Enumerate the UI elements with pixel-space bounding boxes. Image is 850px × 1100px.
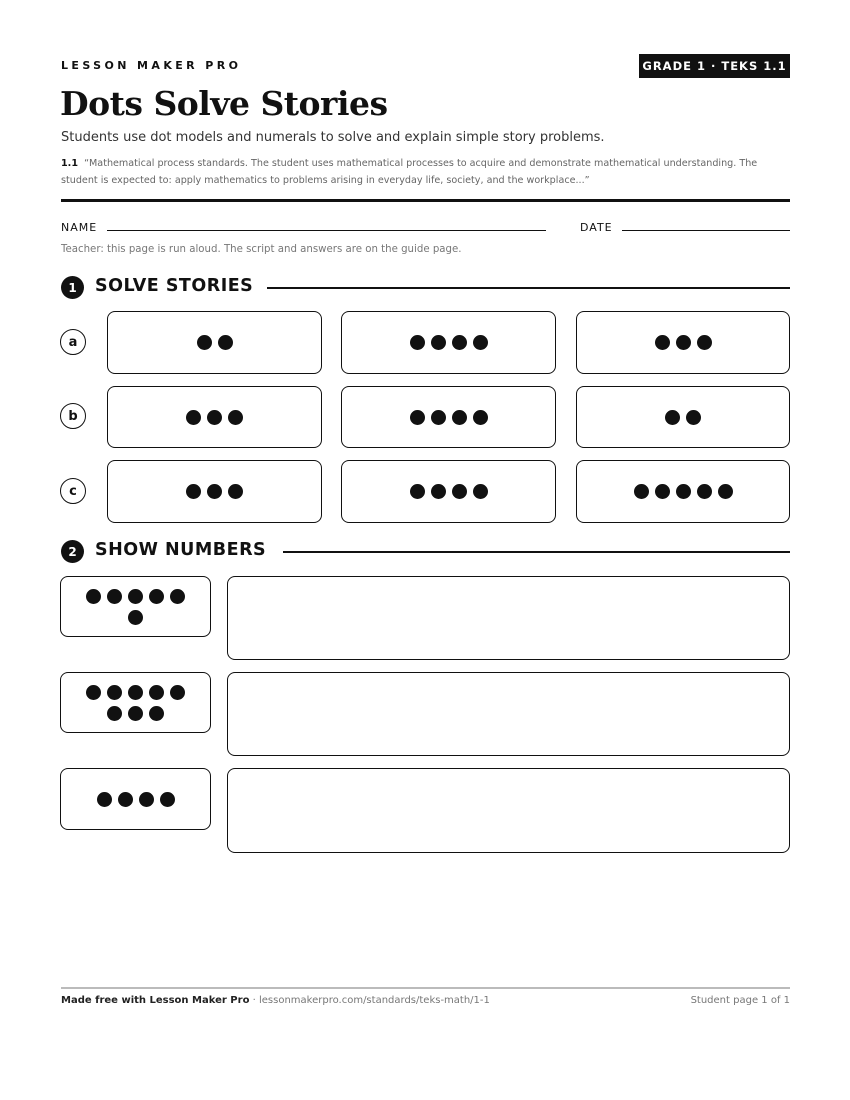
- dot: [676, 335, 691, 350]
- dot: [655, 484, 670, 499]
- dot: [410, 335, 425, 350]
- dot-group: [197, 335, 233, 350]
- story-box[interactable]: [576, 311, 790, 374]
- dot: [118, 792, 133, 807]
- dot: [207, 410, 222, 425]
- dot: [207, 484, 222, 499]
- dot: [170, 589, 185, 604]
- standard-description: [61, 155, 791, 189]
- dot-card: [60, 768, 211, 830]
- dot: [149, 589, 164, 604]
- brand-name: LESSON MAKER PRO: [61, 59, 242, 72]
- standard-code: 1.1: [61, 158, 78, 169]
- story-box[interactable]: [107, 460, 322, 523]
- story-box[interactable]: [341, 311, 556, 374]
- dot: [197, 335, 212, 350]
- dot-group: [186, 484, 243, 499]
- dot: [186, 410, 201, 425]
- name-field[interactable]: [107, 230, 546, 231]
- section-divider: [267, 287, 790, 289]
- section-number: 2: [61, 540, 84, 563]
- page-title: Dots Solve Stories: [60, 84, 388, 123]
- section-number: 1: [61, 276, 84, 299]
- story-box[interactable]: [341, 460, 556, 523]
- dot: [186, 484, 201, 499]
- dot-group: [410, 484, 488, 499]
- footer-url[interactable]: · lessonmakerpro.com/standards/teks-math/1-1: [249, 995, 490, 1006]
- dot: [410, 484, 425, 499]
- dot: [686, 410, 701, 425]
- standard-text: “Mathematical process standards. The student uses mathematical processes to acquire and demonstrate mathematical understanding. The student is expected to: apply mathematics to problems arising in everyday life, society, and the workplace...”: [61, 158, 758, 186]
- footer-divider: [61, 987, 790, 989]
- dot: [431, 335, 446, 350]
- dot: [676, 484, 691, 499]
- dot: [473, 484, 488, 499]
- footer-page-number: Student page 1 of 1: [690, 995, 790, 1006]
- section-heading-solve-stories: [61, 275, 790, 301]
- dot-group: [634, 484, 733, 499]
- dot: [128, 589, 143, 604]
- dot-card: [60, 576, 211, 637]
- page-subtitle: Students use dot models and numerals to solve and explain simple story problems.: [61, 130, 605, 145]
- dot: [86, 589, 101, 604]
- dot: [139, 792, 154, 807]
- dot: [107, 589, 122, 604]
- dot: [665, 410, 680, 425]
- date-field[interactable]: [622, 230, 790, 231]
- grade-badge: GRADE 1 · TEKS 1.1: [639, 54, 790, 78]
- dot-group: [410, 410, 488, 425]
- dot: [452, 410, 467, 425]
- section-title: SHOW NUMBERS: [95, 540, 267, 560]
- story-box[interactable]: [576, 386, 790, 448]
- dot-group: [186, 410, 243, 425]
- dot: [149, 706, 164, 721]
- dot-group: [80, 792, 192, 807]
- dot: [410, 410, 425, 425]
- dot-group: [655, 335, 712, 350]
- dot: [228, 484, 243, 499]
- footer-credit: [61, 995, 490, 1006]
- dot-group: [410, 335, 488, 350]
- footer-made: Made free with Lesson Maker Pro: [61, 995, 250, 1006]
- dot: [160, 792, 175, 807]
- dot: [149, 685, 164, 700]
- dot: [218, 335, 233, 350]
- section-heading-show-numbers: [61, 539, 790, 565]
- dot: [107, 706, 122, 721]
- dot: [697, 484, 712, 499]
- dot: [107, 685, 122, 700]
- dot: [634, 484, 649, 499]
- story-box[interactable]: [341, 386, 556, 448]
- answer-box[interactable]: [227, 672, 790, 756]
- dot: [655, 335, 670, 350]
- header-divider: [61, 199, 790, 202]
- dot: [228, 410, 243, 425]
- dot: [452, 335, 467, 350]
- row-label-c: c: [60, 478, 86, 504]
- answer-box[interactable]: [227, 576, 790, 660]
- dot-card: [60, 672, 211, 733]
- name-label: NAME: [61, 221, 98, 234]
- story-box[interactable]: [107, 311, 322, 374]
- section-divider: [283, 551, 790, 553]
- dot: [128, 706, 143, 721]
- answer-box[interactable]: [227, 768, 790, 853]
- dot: [473, 410, 488, 425]
- dot-group: [80, 685, 192, 721]
- section-title: SOLVE STORIES: [95, 276, 254, 296]
- dot: [86, 685, 101, 700]
- dot: [431, 484, 446, 499]
- dot: [431, 410, 446, 425]
- dot: [128, 685, 143, 700]
- story-box[interactable]: [107, 386, 322, 448]
- dot: [97, 792, 112, 807]
- dot: [697, 335, 712, 350]
- row-label-b: b: [60, 403, 86, 429]
- dot-group: [80, 589, 192, 625]
- dot: [170, 685, 185, 700]
- row-label-a: a: [60, 329, 86, 355]
- story-box[interactable]: [576, 460, 790, 523]
- dot-group: [665, 410, 701, 425]
- date-label: DATE: [580, 221, 613, 234]
- dot: [128, 610, 143, 625]
- dot: [718, 484, 733, 499]
- teacher-note: Teacher: this page is run aloud. The script and answers are on the guide page.: [61, 244, 462, 255]
- dot: [452, 484, 467, 499]
- dot: [473, 335, 488, 350]
